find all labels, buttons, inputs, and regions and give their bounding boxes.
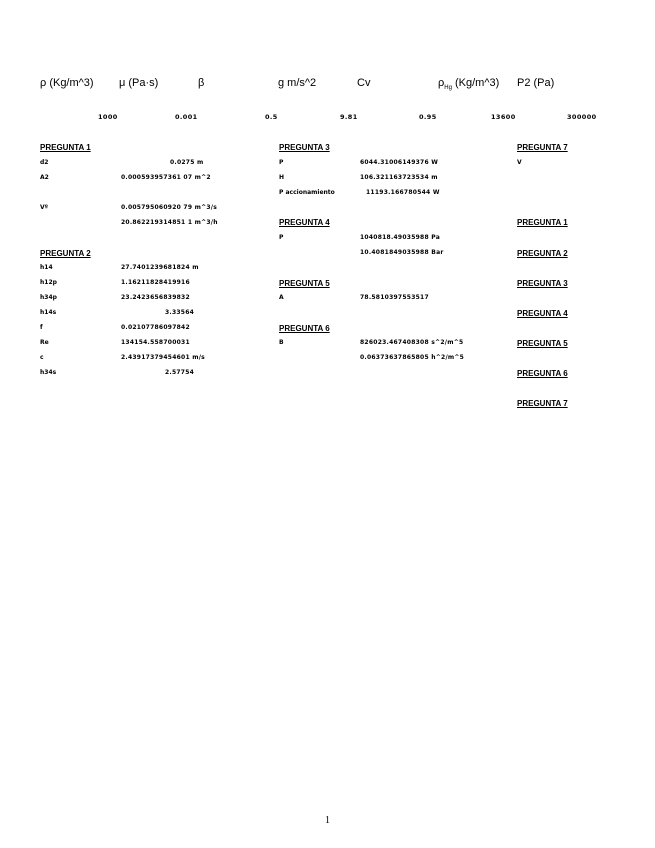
page-number: 1 [325, 815, 330, 826]
list-item-pregunta-5: PREGUNTA 5 [517, 339, 568, 348]
section-title-pregunta-2: PREGUNTA 2 [40, 249, 91, 258]
param-beta: 0.5 [265, 113, 278, 121]
header-g: g m/s^2 [278, 77, 317, 89]
header-mu: μ (Pa·s) [119, 77, 159, 89]
row-label-caudal: Vº [40, 204, 49, 211]
row-label-v: V [517, 159, 522, 166]
section-title-pregunta-4: PREGUNTA 4 [279, 218, 330, 227]
row-label-h14s: h14s [40, 309, 57, 316]
param-rho-hg: 13600 [491, 113, 516, 121]
row-value-d2: 0.0275 m [170, 159, 204, 166]
section-title-pregunta-1: PREGUNTA 1 [40, 143, 91, 152]
list-item-pregunta-4: PREGUNTA 4 [517, 309, 568, 318]
row-value-h: 106.321163723534 m [360, 174, 438, 181]
row-value-f: 0.02107786097842 [121, 324, 190, 331]
header-p2: P2 (Pa) [517, 77, 555, 89]
row-label-h34s: h34s [40, 369, 57, 376]
row-value-caudal-m3s: 0.005795060920 79 m^3/s [121, 204, 218, 211]
row-label-p4: P [279, 234, 284, 241]
section-title-pregunta-3: PREGUNTA 3 [279, 143, 330, 152]
list-item-pregunta-2: PREGUNTA 2 [517, 249, 568, 258]
header-rho: ρ (Kg/m^3) [40, 77, 94, 89]
section-title-pregunta-5: PREGUNTA 5 [279, 279, 330, 288]
row-label-p-accionamiento: P accionamiento [279, 189, 335, 196]
row-label-a2: A2 [40, 174, 49, 181]
param-g: 9.81 [340, 113, 358, 121]
row-value-re: 134154.558700031 [121, 339, 190, 346]
row-value-h14: 27.7401239681824 m [121, 264, 199, 271]
section-title-pregunta-7: PREGUNTA 7 [517, 143, 568, 152]
row-value-h12p: 1.16211828419916 [121, 279, 190, 286]
param-rho: 1000 [98, 113, 118, 121]
list-item-pregunta-6: PREGUNTA 6 [517, 369, 568, 378]
row-label-re: Re [40, 339, 49, 346]
header-cv: Cv [357, 77, 371, 89]
param-mu: 0.001 [175, 113, 198, 121]
row-value-h34p: 23.2423656839832 [121, 294, 190, 301]
row-label-h34p: h34p [40, 294, 57, 301]
row-value-h14s: 3.33564 [165, 309, 195, 316]
list-item-pregunta-3: PREGUNTA 3 [517, 279, 568, 288]
row-label-c: c [40, 354, 44, 361]
row-label-d2: d2 [40, 159, 49, 166]
row-label-a: A [279, 294, 284, 301]
row-value-h34s: 2.57754 [165, 369, 195, 376]
row-label-p: P [279, 159, 284, 166]
row-value-a2: 0.000593957361 07 m^2 [121, 174, 211, 181]
row-value-p-w: 6044.31006149376 W [360, 159, 439, 166]
row-value-a: 78.5810397553517 [360, 294, 429, 301]
list-item-pregunta-1: PREGUNTA 1 [517, 218, 568, 227]
row-label-h: H [279, 174, 285, 181]
row-value-c: 2.43917379454601 m/s [121, 354, 206, 361]
header-beta: β [198, 77, 205, 89]
row-label-f: f [40, 324, 43, 331]
row-label-h14: h14 [40, 264, 53, 271]
row-value-b-s: 826023.467408308 s^2/m^5 [360, 339, 464, 346]
row-value-caudal-m3h: 20.862219314851 1 m^3/h [121, 219, 218, 226]
row-label-b: B [279, 339, 284, 346]
section-title-pregunta-6: PREGUNTA 6 [279, 324, 330, 333]
row-value-p-bar: 10.4081849035988 Bar [360, 249, 444, 256]
header-rho-hg: $\rho_{Hg}$ (Kg/m^3) [438, 77, 500, 92]
row-value-b-h: 0.06373637865805 h^2/m^5 [360, 354, 465, 361]
list-item-pregunta-7: PREGUNTA 7 [517, 399, 568, 408]
param-p2: 300000 [567, 113, 597, 121]
row-label-h12p: h12p [40, 279, 57, 286]
row-value-p-pa: 1040818.49035988 Pa [360, 234, 441, 241]
param-cv: 0.95 [419, 113, 437, 121]
row-value-p-accionamiento: 11193.166780544 W [366, 189, 440, 196]
